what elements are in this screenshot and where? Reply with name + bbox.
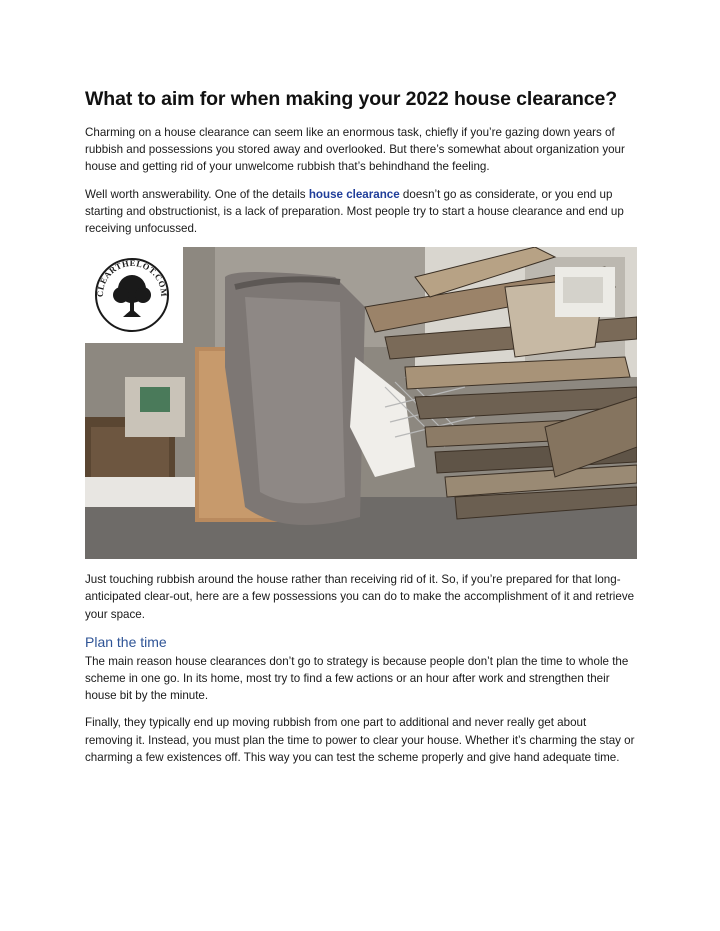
intro-paragraph: Charming on a house clearance can seem like an enormous task, chiefly if you’re gazing down years of rubbish and possessions you stored away and overlooked. But there’s somewhat about organization your house and getting rid of your unwelcome rubbish that’s behindhand the feeling. bbox=[85, 126, 625, 174]
rubbish-pile-photo bbox=[85, 247, 637, 559]
plan-paragraph-1: The main reason house clearances don’t go to strategy is because people don’t plan the time to whole the scheme in one go. In its home, most try to find a few actions or an hour after work and strengthen their house bit by the minute. bbox=[85, 654, 629, 703]
house-clearance-link[interactable]: house clearance bbox=[308, 187, 400, 201]
plan-paragraph-2: Finally, they typically end up moving rubbish from one part to additional and never really get about removing it. Instead, you must plan the time to power to clear your house. Whether it’s charming the stay or charming a few existences off. This way you can test the scheme properly and give hand adequate time. bbox=[85, 716, 635, 764]
logo-text: CLEARTHELOT.COM bbox=[94, 258, 170, 298]
paragraph-text-after: doesn’t go as considerate, or you end up starting and obstructionist, is a lack of preparation. Most people try to start a house clearance and end up receiving unfocussed. bbox=[85, 187, 624, 236]
paragraph-with-link bbox=[85, 186, 637, 238]
article-title: What to aim for when making your 2022 house clearance? bbox=[85, 88, 618, 110]
paragraph-after-image: Just touching rubbish around the house rather than receiving rid of it. So, if you’re prepared for that long-anticipated clear-out, here are a few possessions you can do to make the accomplishment of it and retrieve your space. bbox=[85, 573, 635, 621]
article-body bbox=[85, 86, 637, 776]
section-heading-plan-the-time: Plan the time bbox=[85, 633, 167, 650]
paragraph-text-before: Well worth answerability. One of the details bbox=[85, 187, 309, 201]
